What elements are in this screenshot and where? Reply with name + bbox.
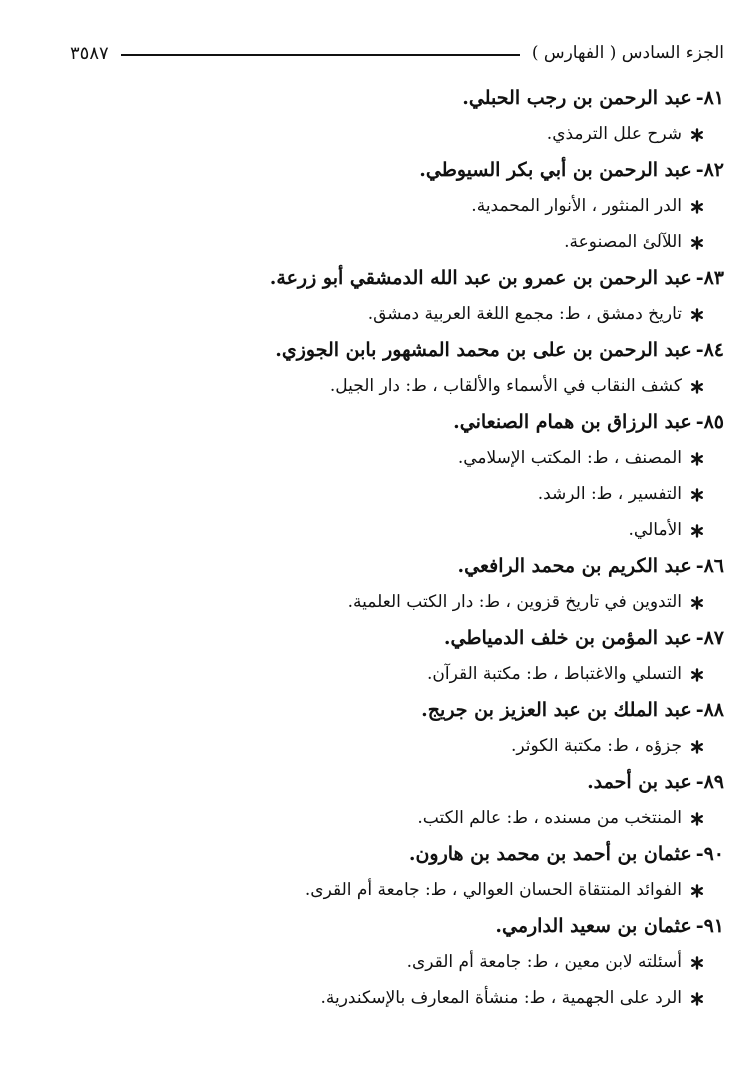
author-heading <box>60 764 724 800</box>
author-name: عبد الرحمن بن أبي بكر السيوطي. <box>419 159 692 181</box>
work-title: الأمالي. <box>628 520 682 540</box>
work-item <box>60 728 724 764</box>
index-entry <box>60 332 724 404</box>
page-header <box>70 38 724 68</box>
author-heading <box>60 332 724 368</box>
star-bullet-icon <box>690 452 704 466</box>
star-bullet-icon <box>690 812 704 826</box>
entry-number: ٨١- <box>695 87 724 109</box>
author-heading <box>60 548 724 584</box>
work-title: الفوائد المنتقاة الحسان العوالي ، ط: جامعة أم القرى. <box>304 880 682 900</box>
star-bullet-icon <box>690 488 704 502</box>
index-entry <box>60 620 724 692</box>
work-item <box>60 224 724 260</box>
work-item <box>60 476 724 512</box>
entry-number: ٨٥- <box>695 411 724 433</box>
work-item <box>60 944 724 980</box>
work-item <box>60 800 724 836</box>
star-bullet-icon <box>690 200 704 214</box>
star-bullet-icon <box>690 308 704 322</box>
star-bullet-icon <box>690 956 704 970</box>
running-title: الجزء السادس ( الفهارس ) <box>531 43 724 63</box>
author-name: عبد الملك بن عبد العزيز بن جريج. <box>421 699 692 721</box>
star-bullet-icon <box>690 884 704 898</box>
work-item <box>60 656 724 692</box>
author-name: عبد الرحمن بن رجب الحبلي. <box>462 87 692 109</box>
entry-number: ٩٠- <box>695 843 724 865</box>
entry-number: ٩١- <box>695 915 724 937</box>
page-number: ٣٥٨٧ <box>70 42 109 64</box>
author-name: عثمان بن أحمد بن محمد بن هارون. <box>408 843 692 865</box>
author-heading <box>60 908 724 944</box>
work-title: الرد على الجهمية ، ط: منشأة المعارف بالإسكندرية. <box>320 988 682 1008</box>
work-title: جزؤه ، ط: مكتبة الكوثر. <box>510 736 682 756</box>
work-item <box>60 512 724 548</box>
author-heading <box>60 260 724 296</box>
work-item <box>60 368 724 404</box>
entry-number: ٨٧- <box>695 627 724 649</box>
author-heading <box>60 692 724 728</box>
work-item <box>60 440 724 476</box>
work-title: التفسير ، ط: الرشد. <box>537 484 682 504</box>
entry-number: ٨٢- <box>695 159 724 181</box>
index-entry <box>60 692 724 764</box>
work-title: الدر المنثور ، الأنوار المحمدية. <box>471 196 682 216</box>
author-name: عبد بن أحمد. <box>587 771 692 793</box>
work-title: التدوين في تاريخ قزوين ، ط: دار الكتب العلمية. <box>347 592 682 612</box>
work-title: تاريخ دمشق ، ط: مجمع اللغة العربية دمشق. <box>367 304 682 324</box>
author-heading <box>60 152 724 188</box>
index-entry <box>60 80 724 152</box>
work-title: المصنف ، ط: المكتب الإسلامي. <box>457 448 682 468</box>
author-name: عبد المؤمن بن خلف الدمياطي. <box>443 627 692 649</box>
entry-number: ٨٤- <box>695 339 724 361</box>
star-bullet-icon <box>690 740 704 754</box>
author-name: عبد الرحمن بن على بن محمد المشهور بابن الجوزي. <box>275 339 692 361</box>
star-bullet-icon <box>690 380 704 394</box>
work-title: أسئلته لابن معين ، ط: جامعة أم القرى. <box>406 952 682 972</box>
work-item <box>60 116 724 152</box>
work-title: اللآلئ المصنوعة. <box>564 232 682 252</box>
index-entry <box>60 908 724 1016</box>
author-heading <box>60 620 724 656</box>
header-rule <box>121 54 520 56</box>
entry-number: ٨٣- <box>695 267 724 289</box>
work-title: التسلي والاغتباط ، ط: مكتبة القرآن. <box>427 664 682 684</box>
entry-number: ٨٩- <box>695 771 724 793</box>
work-item <box>60 188 724 224</box>
work-title: شرح علل الترمذي. <box>546 124 682 144</box>
star-bullet-icon <box>690 596 704 610</box>
star-bullet-icon <box>690 524 704 538</box>
author-heading <box>60 836 724 872</box>
author-heading <box>60 404 724 440</box>
index-entry <box>60 836 724 908</box>
author-name: عبد الرزاق بن همام الصنعاني. <box>453 411 692 433</box>
entry-number: ٨٨- <box>695 699 724 721</box>
author-name: عبد الكريم بن محمد الرافعي. <box>457 555 692 577</box>
work-item <box>60 872 724 908</box>
work-item <box>60 296 724 332</box>
author-name: عبد الرحمن بن عمرو بن عبد الله الدمشقي أبو زرعة. <box>269 267 692 289</box>
star-bullet-icon <box>690 128 704 142</box>
index-entry <box>60 404 724 548</box>
work-item <box>60 584 724 620</box>
index-entries <box>60 80 724 1016</box>
star-bullet-icon <box>690 236 704 250</box>
work-title: المنتخب من مسنده ، ط: عالم الكتب. <box>417 808 682 828</box>
star-bullet-icon <box>690 992 704 1006</box>
index-entry <box>60 152 724 260</box>
index-entry <box>60 260 724 332</box>
index-entry <box>60 548 724 620</box>
author-name: عثمان بن سعيد الدارمي. <box>495 915 692 937</box>
index-entry <box>60 764 724 836</box>
work-item <box>60 980 724 1016</box>
entry-number: ٨٦- <box>695 555 724 577</box>
author-heading <box>60 80 724 116</box>
work-title: كشف النقاب في الأسماء والألقاب ، ط: دار الجيل. <box>329 376 682 396</box>
star-bullet-icon <box>690 668 704 682</box>
